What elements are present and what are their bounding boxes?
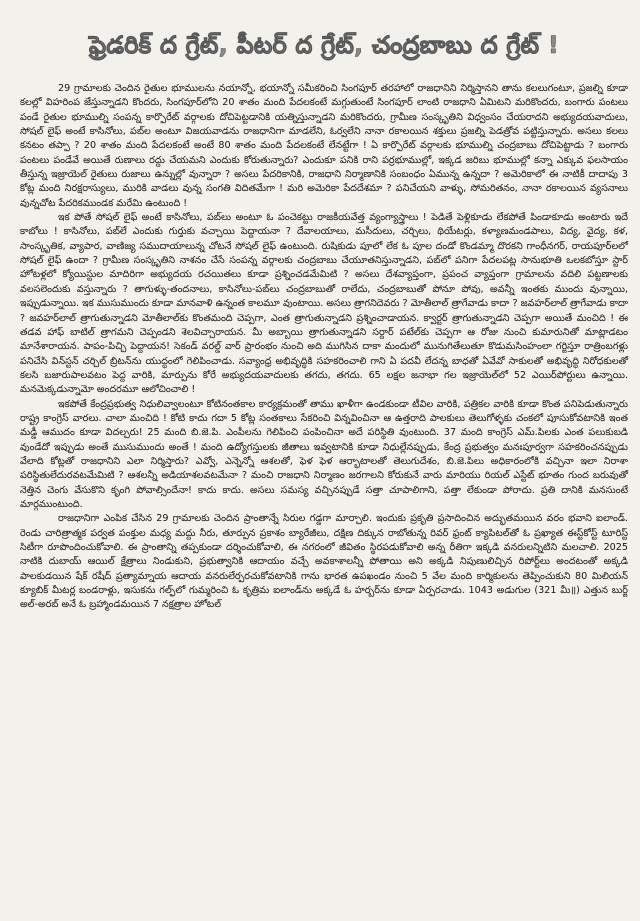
article-body	[20, 82, 628, 613]
article-paragraph: ఇకపోతే కేంద్రప్రభుత్వ నిధులివ్వాలంటూ కోటినంతకాల కార్యక్రమంతో తాము ఖాళీగా ఉండకుండా టీవిల వారికి, పత్రికల వారికి కూడా కొంత పనిపెడుతున్నారు రాష్ట్ర కాంగ్రెస్ వారలు. చాలా మంచిది ! కోటి కాదు గదా 5 కోట్ల సంతకాలు సేకరించి విన్నవించినా ఆ ఉత్తరాది పాలకులు తెలుగోళ్ళకు చంకలో పూసుకోవటానికి ఇంత మడ్డీ ఆముదం కూడా విదల్చరు! 25 మంది బి.జె.పి. ఎంపీలను గెలిపించి పంపించినా అదే పరిస్థితి వుంటుంది. 37 మంది కాంగ్రెస్ ఎమ్.పిలకు ఎంత పలుకుబడి వుండేదో ఇప్పుడు అంతే ముసుముందు అంతే ! మంది ఉద్యోగస్తులకు జీతాలు ఇవ్వటానికి కూడా నిధుల్లేనప్పుడు, కేంద్ర ప్రభుత్వం మనఃపూర్వగా సహకరించనప్పుడు వేలాది కోట్లతో రాజధానిని ఎలా నిర్మిస్తారు? ఎవ్వో, ఎన్నెన్నో ఆశలతో, ఫెళ ఫెళ ఆర్భాటాలతో తెలుగుదేశం, బి.జె.పిలు అధికారంలోకి వచ్చినా ఇలా నిరాశా పరిస్థితులేదురవటమేమిటి ? ఆశలన్నీ అడియాశలవటమేనా ? మంచి రాజధాని నిర్మాణం జరగాలని కోరుకునే వారు మారియు రియల్ ఎస్టేట్ భూతం గుంద బరువుతో నెత్తిన చెంగు వేసుకొని కృంగి పోవాల్సిందేనా! కాదు కాదు. అసలు సమస్య వచ్చినప్పుడే సత్తా చూపాలిగాని, పత్తా లేకుండా పోరాదు. ప్రతి దానికి మనసుంటే మార్గముంటుంది.	[20, 398, 628, 510]
article-paragraph: 29 గ్రామాలకు చెందిన రైతుల భూములను నయాన్నో, భయాన్నో సమీకరించి సింగపూర్ తరహాలో రాజధానిని నిర్మిస్తానని తాను కలలుగంటూ, ప్రజల్ని కూడా కలల్లో విహరింప జేస్తున్నాడని కొందరు, సింగపూర్‌లోని 20 శాతం మంది పేదలకంటే మగ్గుతుంటే సింగపూర్ లాంటి రాజధాని ఏమిటని మరికొందరు, బంగారు పంటలు పండే రైతుల భూముల్ని సంపన్న కార్పొరేట్ వర్గాలకు దోచిపెట్టడానికి యత్నిస్తున్నాడని మరికొందరు, గ్రామీణ సంస్కృతిని విధ్వంసం చేయరాదని అభ్యుదయవాదులు, సోషల్ లైఫ్ అంటే కాసినోలు, పబ్‌ల అంటూ విజయవాడను రాజధానిగా మాడలేని, ఓర్వలేని నానా రకాలయిన శక్తులు ప్రజల్ని పెడత్రోవ పట్టిస్తున్నారు. అసలు కలలు కనటం తప్పా ? 20 శాతం మంది పేదలకంటే అంటే 80 శాతం మంది పేదలకంటే లేనట్టేగా ! ఏ కార్పొరేట్ వర్గాలకు భూముల్ని చంద్రబాబు దోచిపెట్టాడు ? బంగారు పంటలు పండేవే అయితే రుణాలు రద్దు చేయమని ఎందుకు కోరుతున్నారు? ఎందుకూ పనికి రాని పర్రభూముల్లో, ఇక్కడ జరిబు భూముల్లో కన్నా ఎక్కువ ఫలసాయం తీస్తున్న ఇజ్రాయెల్ రైతులు రుజాలు ఉన్నుల్లో వున్నారా ? అసలు పేదరికానికి, రాజధాని నిర్మాణానికి సంబంధం ఏమున్న ఉన్నదా ? అమెరికాలో ఈ నాటికీ దాదాపు 3 కోట్ల మంది నిరక్షరాస్యులు, మురికి వాడలు వున్న సంగతి విదితమేగా ! మరి అమెరికా పేదదేశమా ? పనిచేయని వాళ్ళు, సోమరితనం, నానా రకాలయిన వ్యసనాలు వున్నచోట పేదరికముండక మరేమి ఉంటుంది !	[20, 83, 628, 209]
article-paragraph: రాజధానిగా ఎంపిక చేసిన 29 గ్రామాలకు చెందిన ప్రాంతాన్నే సిరుల గడ్డగా మార్చాలి. ఇందుకు ప్రకృతి ప్రసాదించిన అద్భుతమయిన వరం భవాని ఐలాండ్. రెండు చారిత్రాత్మక పర్వత పంక్తుల మధ్య మద్దు నీరు, తూర్పున ప్రకాశం బ్యారేజీలు, దక్షిణ దిక్కున రాబోతున్న రివర్ ఫ్రంట్ క్యాపిటల్‌తో ఓ ప్రఖ్యాత ఈస్ట్‌కోస్ట్ టూరిస్ట్ సిటీగా రూపొందించుకోవాలి. ఈ ప్రాంతాన్ని తప్పకుండా దర్శించుకోవాలి, ఈ నగరంలో జీవితం స్థిరపడుకోవాలి అన్న రీతిగా ఇక్కడి వనరులన్నిటిని మలచాలి. 2025 నాటికి దుబాయ్ ఆయిల్ క్షేత్రాలు నిండుకుని, ప్రభుత్వానికి ఆదాయం వచ్చే అవకాశాలన్నీ పోతాయి అని అక్కడి నిపుణులిచ్చిన రిపోర్ట్‌లు అందటంతో అక్కడి పాలకుడయిన షేక్ రషీద్ ప్రత్యామ్నాయ ఆదాయ వనరులేర్పరచుకోవటానికి గాను భారత ఉపఖండం నుంచి 5 వేల మంది కార్మికులను తెప్పించుకుని 80 మిలియన్ క్యూబిక్ మీటర్ల బండరాళ్లు, ఇసుకను గల్ఫ్‌లో గుమ్మరించి ఓ కృత్రిమ ఐలాండ్‌ను అక్కడే ఓ హర్బర్‌ను కూడా ఏర్పరచాడు. 1043 అడుగుల (321 మీ॥) ఎత్తున బుర్జ్ అల్-అరబ్ అనే ఓ బ్రహ్మాండమయిన 7 నక్షత్రాల హోటల్	[20, 513, 628, 611]
newspaper-page	[0, 30, 640, 921]
article-paragraph: ఇక పోతే సోషల్ లైఫ్ అంటే కాసినోలు, పబ్‌లు అంటూ ఓ పంచెకట్టు రాజకీయవేత్త వ్యంగ్యాస్త్రాలు ! పెడితే పెళ్లికూడు లేకపోతే పిండాకూడు అంటారు ఇదే కాబోలు ! కాసినోలు, పబ్‌లే ఎందుకు గుర్తుకు వచ్చాయి పెద్దాయనా ? దేవాలయాలు, మసీదులు, చర్చిలు, థియేటర్లు, కళ్యాణమండపాలు, విద్య, వైద్య, కళ, సాంస్కృతిక, వ్యాపార, వాణిజ్య సముదాయాలున్న చోటనే సోషల్ లైఫ్ ఉంటుంది. రుషికుడు పూలో లేక ఓ పూల దండో కొండమ్మా దొరకని గాంధీనగర్, రాయపూర్‌లలో సోషల్ లైఫ్ ఉందా ? గ్రామీణ సంస్కృతిని నాశనం చేసే సంపన్న వర్గాలకు చంద్రబాబు చేయూతనిస్తున్నాడని, పబ్‌లో పనిగా పేదలపట్ల సానుభూతి ఒలకబోస్తూ స్టార్ హోటళ్లలో క్యోయిస్టుల మాదిరిగా అభ్యుదయ రచయితలు కూడా ప్రశ్నించడమేమిటి ? అసలు దేశవ్యాప్తంగా, ప్రపంచ వ్యాప్తంగా గ్రామాలను వదిలి పట్టణాలకు వలసలెందుకు వస్తున్నారు ? తాగుళ్ళు-తందనాలు, కాసినోలు-పబ్‌లు చంద్రబాబుతో రాలేదు, చంద్రబాబుతో పోనూ పోవు, అవన్నీ ఇంతకు ముందు వున్నాయి, ఇప్పుడున్నాయి. ఇక ముసుముందు కూడా మానవాళి ఉన్నంత కాలమూ వుంటాయి. అసలు త్రాగనిదెవరు ? మోతీలాల్ త్రాగేవాడు కాదా ? జవహర్‌లాల్ త్రాగేవాడు కాదా ? జవహర్‌లాల్ త్రాగుతున్నాడని మోతీలాల్‌కు కొంతమంది చెప్పగా, ఎంత త్రాగుతున్నాడని ప్రశ్నించాడాయన. క్వార్టర్ త్రాగుతున్నాడని చెప్పగా అయితే మంచిది ! ఈ తడవ హాఫ్ బాటిల్ త్రాగమని చెప్పండని శెలవిచ్చారాయన. మీ అబ్బాయి త్రాగుతున్నాడని సర్దార్ పటేల్‌కు చెప్పగా ఆ రోజు నుంచి కుమారునితో మాట్లాడటం మానేశారాయన. పాపం-పిచ్చి పెద్దాయన! సెకండ్ వరల్డ్ వార్ ప్రారంభం నుంచి అది ముగిసిన దాకా మందులో మునుగితేలుతూ కొడుమసింహంలా గర్జిస్తూ రాత్రింబగళ్లు పనిచేసి విన్‌స్టన్ చర్చిల్ బ్రిటన్‌ను యుద్ధంలో గెలిపించాడు. సవ్యాంధ్ర అభివృద్ధికి సహకరించాలి గాని ఏ పదవీ లేదన్న బాధతో ఏవేవో సాకులతో అభివృద్ధి నిరోధకులతో కలసి బజారుపాలవటం పెద్ద వారికి, మార్పును కోరే అభ్యుదయవాదులకు తగదు, తగదు. 65 లక్షల జనాభా గల ఇజ్రాయెల్‌లో 52 ఎయిర్‌పోర్టులు ఉన్నాయి. మనమెక్కడున్నామో అందరమూ ఆలోచించాలి !	[20, 212, 628, 396]
article-headline: ఫ్రెడరిక్ ద గ్రేట్, పీటర్ ద గ్రేట్, చంద్రబాబు ద గ్రేట్ !	[89, 31, 559, 59]
